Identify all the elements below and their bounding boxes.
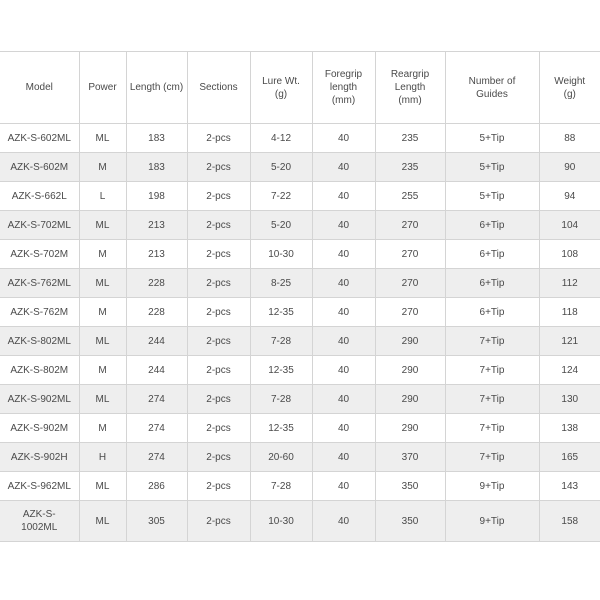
table-row xyxy=(0,356,600,385)
table-row xyxy=(0,182,600,211)
cell-model: AZK-S-662L xyxy=(0,182,79,211)
cell-model: AZK-S-762ML xyxy=(0,269,79,298)
cell-weight: 112 xyxy=(539,269,600,298)
cell-foregrip-length: 40 xyxy=(312,472,375,501)
cell-reargrip-length: 235 xyxy=(375,153,445,182)
cell-power: ML xyxy=(79,211,126,240)
cell-lure-weight: 5-20 xyxy=(250,211,312,240)
cell-length: 274 xyxy=(126,385,187,414)
cell-foregrip-length: 40 xyxy=(312,211,375,240)
cell-weight: 104 xyxy=(539,211,600,240)
cell-sections: 2-pcs xyxy=(187,414,250,443)
cell-lure-weight: 12-35 xyxy=(250,298,312,327)
cell-model: AZK-S-602M xyxy=(0,153,79,182)
cell-model: AZK-S-702M xyxy=(0,240,79,269)
cell-weight: 143 xyxy=(539,472,600,501)
cell-sections: 2-pcs xyxy=(187,472,250,501)
cell-power: H xyxy=(79,443,126,472)
cell-model: AZK-S-602ML xyxy=(0,124,79,153)
cell-weight: 158 xyxy=(539,501,600,542)
cell-model: AZK-S-802ML xyxy=(0,327,79,356)
cell-foregrip-length: 40 xyxy=(312,385,375,414)
cell-length: 198 xyxy=(126,182,187,211)
cell-reargrip-length: 270 xyxy=(375,240,445,269)
cell-power: M xyxy=(79,414,126,443)
cell-length: 183 xyxy=(126,153,187,182)
cell-guides: 6+Tip xyxy=(445,211,539,240)
header-number-of-guides: Number of Guides xyxy=(445,52,539,124)
table-body xyxy=(0,124,600,542)
cell-lure-weight: 12-35 xyxy=(250,414,312,443)
cell-weight: 118 xyxy=(539,298,600,327)
cell-length: 213 xyxy=(126,211,187,240)
cell-guides: 9+Tip xyxy=(445,501,539,542)
cell-sections: 2-pcs xyxy=(187,124,250,153)
cell-lure-weight: 12-35 xyxy=(250,356,312,385)
table-row xyxy=(0,153,600,182)
table-row xyxy=(0,240,600,269)
cell-sections: 2-pcs xyxy=(187,443,250,472)
cell-weight: 130 xyxy=(539,385,600,414)
cell-weight: 94 xyxy=(539,182,600,211)
cell-guides: 5+Tip xyxy=(445,124,539,153)
cell-model: AZK-S-902ML xyxy=(0,385,79,414)
cell-guides: 7+Tip xyxy=(445,385,539,414)
cell-lure-weight: 10-30 xyxy=(250,501,312,542)
cell-reargrip-length: 370 xyxy=(375,443,445,472)
cell-lure-weight: 10-30 xyxy=(250,240,312,269)
cell-foregrip-length: 40 xyxy=(312,443,375,472)
cell-weight: 121 xyxy=(539,327,600,356)
cell-guides: 7+Tip xyxy=(445,327,539,356)
header-sections: Sections xyxy=(187,52,250,124)
table-row xyxy=(0,385,600,414)
cell-foregrip-length: 40 xyxy=(312,501,375,542)
cell-foregrip-length: 40 xyxy=(312,182,375,211)
cell-lure-weight: 20-60 xyxy=(250,443,312,472)
cell-lure-weight: 7-28 xyxy=(250,327,312,356)
cell-length: 244 xyxy=(126,356,187,385)
cell-length: 213 xyxy=(126,240,187,269)
header-model: Model xyxy=(0,52,79,124)
header-foregrip-length: Foregrip length (mm) xyxy=(312,52,375,124)
cell-weight: 90 xyxy=(539,153,600,182)
cell-length: 274 xyxy=(126,414,187,443)
cell-model: AZK-S-962ML xyxy=(0,472,79,501)
cell-length: 305 xyxy=(126,501,187,542)
cell-reargrip-length: 350 xyxy=(375,501,445,542)
cell-lure-weight: 5-20 xyxy=(250,153,312,182)
cell-guides: 5+Tip xyxy=(445,182,539,211)
table-row xyxy=(0,472,600,501)
table-row xyxy=(0,443,600,472)
cell-guides: 9+Tip xyxy=(445,472,539,501)
cell-sections: 2-pcs xyxy=(187,385,250,414)
table-row xyxy=(0,124,600,153)
cell-reargrip-length: 270 xyxy=(375,269,445,298)
cell-reargrip-length: 290 xyxy=(375,385,445,414)
cell-lure-weight: 7-28 xyxy=(250,472,312,501)
cell-sections: 2-pcs xyxy=(187,327,250,356)
cell-power: M xyxy=(79,298,126,327)
cell-sections: 2-pcs xyxy=(187,298,250,327)
cell-lure-weight: 7-28 xyxy=(250,385,312,414)
cell-reargrip-length: 290 xyxy=(375,327,445,356)
cell-model: AZK-S-702ML xyxy=(0,211,79,240)
cell-power: L xyxy=(79,182,126,211)
cell-lure-weight: 7-22 xyxy=(250,182,312,211)
cell-sections: 2-pcs xyxy=(187,240,250,269)
cell-model: AZK-S-802M xyxy=(0,356,79,385)
cell-weight: 124 xyxy=(539,356,600,385)
cell-guides: 7+Tip xyxy=(445,414,539,443)
header-weight: Weight (g) xyxy=(539,52,600,124)
table-row xyxy=(0,211,600,240)
cell-power: ML xyxy=(79,124,126,153)
cell-sections: 2-pcs xyxy=(187,153,250,182)
cell-guides: 6+Tip xyxy=(445,269,539,298)
header-lure-weight: Lure Wt. (g) xyxy=(250,52,312,124)
table-row xyxy=(0,269,600,298)
cell-lure-weight: 4-12 xyxy=(250,124,312,153)
cell-power: ML xyxy=(79,385,126,414)
cell-power: ML xyxy=(79,327,126,356)
table-row xyxy=(0,501,600,542)
cell-reargrip-length: 290 xyxy=(375,414,445,443)
cell-length: 228 xyxy=(126,269,187,298)
spec-sheet xyxy=(0,51,600,542)
cell-foregrip-length: 40 xyxy=(312,327,375,356)
cell-sections: 2-pcs xyxy=(187,269,250,298)
cell-reargrip-length: 235 xyxy=(375,124,445,153)
cell-guides: 6+Tip xyxy=(445,240,539,269)
cell-length: 228 xyxy=(126,298,187,327)
cell-reargrip-length: 270 xyxy=(375,298,445,327)
cell-length: 183 xyxy=(126,124,187,153)
header-power: Power xyxy=(79,52,126,124)
cell-foregrip-length: 40 xyxy=(312,124,375,153)
cell-reargrip-length: 270 xyxy=(375,211,445,240)
cell-weight: 138 xyxy=(539,414,600,443)
cell-model: AZK-S-762M xyxy=(0,298,79,327)
cell-length: 244 xyxy=(126,327,187,356)
cell-length: 274 xyxy=(126,443,187,472)
cell-weight: 165 xyxy=(539,443,600,472)
table-row xyxy=(0,414,600,443)
cell-power: ML xyxy=(79,501,126,542)
cell-guides: 7+Tip xyxy=(445,356,539,385)
cell-power: ML xyxy=(79,472,126,501)
cell-reargrip-length: 350 xyxy=(375,472,445,501)
cell-foregrip-length: 40 xyxy=(312,240,375,269)
cell-power: ML xyxy=(79,269,126,298)
header-length: Length (cm) xyxy=(126,52,187,124)
cell-lure-weight: 8-25 xyxy=(250,269,312,298)
cell-model: AZK-S-902M xyxy=(0,414,79,443)
cell-reargrip-length: 290 xyxy=(375,356,445,385)
cell-foregrip-length: 40 xyxy=(312,153,375,182)
table-row xyxy=(0,327,600,356)
cell-power: M xyxy=(79,240,126,269)
cell-weight: 108 xyxy=(539,240,600,269)
cell-model: AZK-S-902H xyxy=(0,443,79,472)
header-row xyxy=(0,52,600,124)
cell-power: M xyxy=(79,356,126,385)
cell-sections: 2-pcs xyxy=(187,211,250,240)
table-row xyxy=(0,298,600,327)
header-reargrip-length: Reargrip Length (mm) xyxy=(375,52,445,124)
table-header xyxy=(0,52,600,124)
cell-foregrip-length: 40 xyxy=(312,298,375,327)
cell-sections: 2-pcs xyxy=(187,356,250,385)
cell-guides: 7+Tip xyxy=(445,443,539,472)
cell-power: M xyxy=(79,153,126,182)
cell-weight: 88 xyxy=(539,124,600,153)
cell-sections: 2-pcs xyxy=(187,182,250,211)
cell-foregrip-length: 40 xyxy=(312,356,375,385)
cell-foregrip-length: 40 xyxy=(312,414,375,443)
cell-guides: 5+Tip xyxy=(445,153,539,182)
cell-guides: 6+Tip xyxy=(445,298,539,327)
cell-sections: 2-pcs xyxy=(187,501,250,542)
cell-reargrip-length: 255 xyxy=(375,182,445,211)
rod-spec-table xyxy=(0,51,600,542)
cell-length: 286 xyxy=(126,472,187,501)
cell-model: AZK-S- 1002ML xyxy=(0,501,79,542)
cell-foregrip-length: 40 xyxy=(312,269,375,298)
